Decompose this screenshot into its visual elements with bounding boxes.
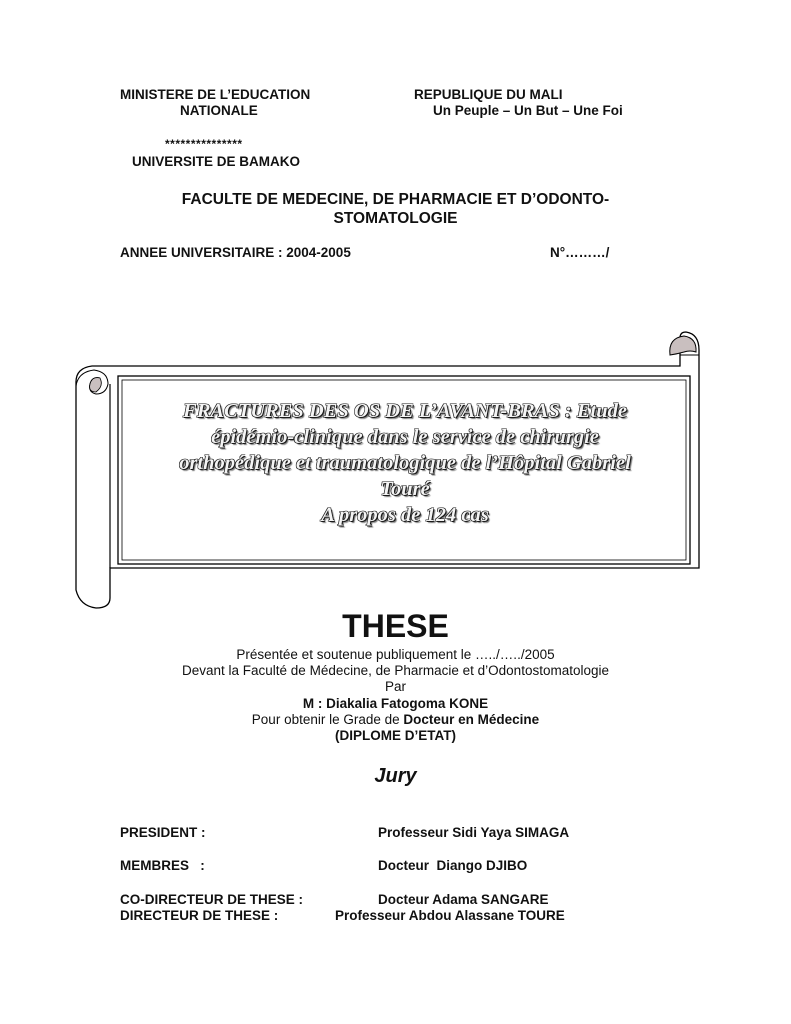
ministry-line1: MINISTERE DE L’EDUCATION bbox=[120, 87, 311, 102]
ministry-line2: NATIONALE bbox=[180, 103, 258, 118]
academic-year: ANNEE UNIVERSITAIRE : 2004-2005 bbox=[120, 245, 351, 260]
presentation-date: Présentée et soutenue publiquement le …../…../2005 bbox=[236, 647, 555, 662]
jury-role-codirector: CO-DIRECTEUR DE THESE : bbox=[120, 892, 304, 907]
author-name: M : Diakalia Fatogoma KONE bbox=[302, 695, 489, 711]
grade-prefix: Pour obtenir le Grade de bbox=[251, 711, 404, 727]
republic-name: REPUBLIQUE DU MALI bbox=[414, 87, 563, 102]
title-line2: épidémio-clinique dans le service de chirurgie bbox=[211, 426, 599, 448]
grade-title: Docteur en Médecine bbox=[403, 711, 540, 727]
these-heading: THESE bbox=[342, 608, 449, 644]
jury-name-member: Docteur Diango DJIBO bbox=[378, 858, 528, 873]
thesis-number: N°………/ bbox=[550, 245, 610, 260]
faculty-line1: FACULTE DE MEDECINE, DE PHARMACIE ET D’ODONTO- bbox=[181, 191, 610, 208]
title-line4: Touré bbox=[380, 478, 430, 500]
faculty-line2: STOMATOLOGIE bbox=[333, 210, 458, 227]
jury-role-members: MEMBRES : bbox=[120, 858, 205, 873]
jury-role-president: PRESIDENT : bbox=[120, 825, 206, 840]
jury-name-president: Professeur Sidi Yaya SIMAGA bbox=[378, 825, 570, 840]
title-line3: orthopédique et traumatologique de l’Hôpital Gabriel bbox=[179, 452, 631, 474]
jury-name-director: Professeur Abdou Alassane TOURE bbox=[335, 908, 565, 923]
presentation-par: Par bbox=[384, 679, 406, 695]
republic-motto: Un Peuple – Un But – Une Foi bbox=[433, 103, 623, 118]
university-name: UNIVERSITE DE BAMAKO bbox=[132, 154, 301, 169]
jury-role-director: DIRECTEUR DE THESE : bbox=[120, 908, 279, 923]
presentation-faculty: Devant la Faculté de Médecine, de Pharmacie et d’Odontostomatologie bbox=[182, 663, 609, 679]
diploma: (DIPLOME D’ETAT) bbox=[335, 728, 456, 744]
separator-stars: *************** bbox=[165, 137, 243, 151]
presentation-block bbox=[0, 647, 791, 744]
title-line1: FRACTURES DES OS DE L’AVANT-BRAS : Etude bbox=[183, 400, 627, 422]
title-line5: A propos de 124 cas bbox=[321, 504, 489, 526]
jury-name-codirector: Docteur Adama SANGARE bbox=[378, 892, 549, 907]
grade-line bbox=[0, 712, 791, 728]
jury-heading: Jury bbox=[374, 765, 417, 787]
thesis-title bbox=[122, 398, 688, 528]
